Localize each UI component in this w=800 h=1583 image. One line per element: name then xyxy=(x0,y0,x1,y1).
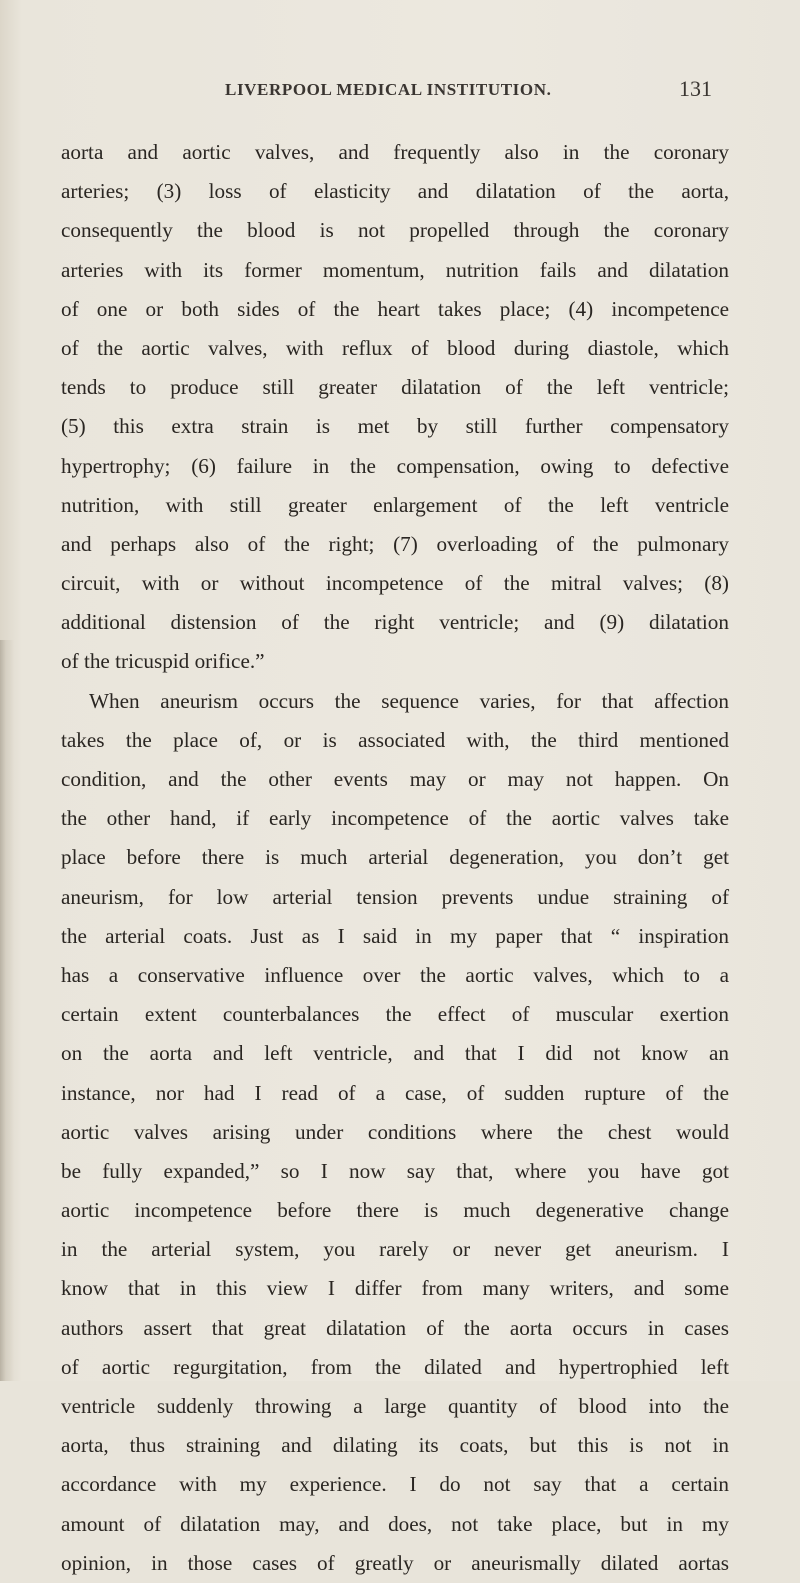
text-line: aorta, thus straining and dilating its coats, but this is not in xyxy=(61,1433,729,1458)
paragraph-start-line: When aneurism occurs the sequence varies, for that affection xyxy=(89,688,729,713)
text-line: know that in this view I differ from many writers, and some xyxy=(61,1276,729,1301)
text-line: takes the place of, or is associated with, the third mentioned xyxy=(61,727,729,752)
text-line: aorta and aortic valves, and frequently also in the coronary xyxy=(61,140,729,164)
text-line: certain extent counterbalances the effect of muscular exertion xyxy=(61,1002,729,1027)
page-header xyxy=(0,76,800,106)
text-line: be fully expanded,” so I now say that, where you have got xyxy=(61,1158,729,1183)
page-number: 131 xyxy=(679,76,712,101)
text-line: (5) this extra strain is met by still further compensatory xyxy=(61,414,729,439)
running-title: LIVERPOOL MEDICAL INSTITUTION. xyxy=(225,80,552,99)
text-line: condition, and the other events may or may not happen. On xyxy=(61,767,729,791)
text-line: the arterial coats. Just as I said in my paper that “ inspiration xyxy=(61,923,729,948)
text-line: and perhaps also of the right; (7) overloading of the pulmonary xyxy=(61,531,729,556)
text-line: arteries; (3) loss of elasticity and dilatation of the aorta, xyxy=(61,179,729,204)
text-line: on the aorta and left ventricle, and that I did not know an xyxy=(61,1041,729,1066)
text-line: ventricle suddenly throwing a large quantity of blood into the xyxy=(61,1394,729,1418)
text-line: accordance with my experience. I do not say that a certain xyxy=(61,1472,729,1497)
text-line: the other hand, if early incompetence of the aortic valves take xyxy=(61,806,729,831)
text-line: consequently the blood is not propelled through the coronary xyxy=(61,218,729,243)
text-line: aortic incompetence before there is much degenerative change xyxy=(61,1198,729,1223)
body-text xyxy=(61,133,729,1583)
text-line: additional distension of the right ventricle; and (9) dilatation xyxy=(61,610,729,635)
text-line: of one or both sides of the heart takes place; (4) incompetence xyxy=(61,296,729,321)
text-line: instance, nor had I read of a case, of sudden rupture of the xyxy=(61,1080,729,1105)
text-line: opinion, in those cases of greatly or aneurismally dilated aortas xyxy=(61,1550,729,1575)
text-line: place before there is much arterial degeneration, you don’t get xyxy=(61,845,729,870)
text-line: circuit, with or without incompetence of the mitral valves; (8) xyxy=(61,571,729,596)
text-line: has a conservative influence over the aortic valves, which to a xyxy=(61,962,729,987)
text-line: nutrition, with still greater enlargement of the left ventricle xyxy=(61,492,729,517)
text-line: hypertrophy; (6) failure in the compensation, owing to defective xyxy=(61,453,729,478)
text-line: of aortic regurgitation, from the dilated and hypertrophied left xyxy=(61,1354,729,1379)
text-line: of the tricuspid orifice.” xyxy=(61,649,265,674)
text-line: tends to produce still greater dilatation of the left ventricle; xyxy=(61,375,729,400)
text-line: authors assert that great dilatation of the aorta occurs in cases xyxy=(61,1315,729,1340)
text-line: arteries with its former momentum, nutrition fails and dilatation xyxy=(61,257,729,282)
text-line: aortic valves arising under conditions where the chest would xyxy=(61,1119,729,1144)
text-line: in the arterial system, you rarely or never get aneurism. I xyxy=(61,1237,729,1262)
page-binding-shadow xyxy=(0,640,14,1381)
text-line: of the aortic valves, with reflux of blood during diastole, which xyxy=(61,335,729,360)
text-line: aneurism, for low arterial tension prevents undue straining of xyxy=(61,884,729,909)
text-line: amount of dilatation may, and does, not take place, but in my xyxy=(61,1511,729,1536)
